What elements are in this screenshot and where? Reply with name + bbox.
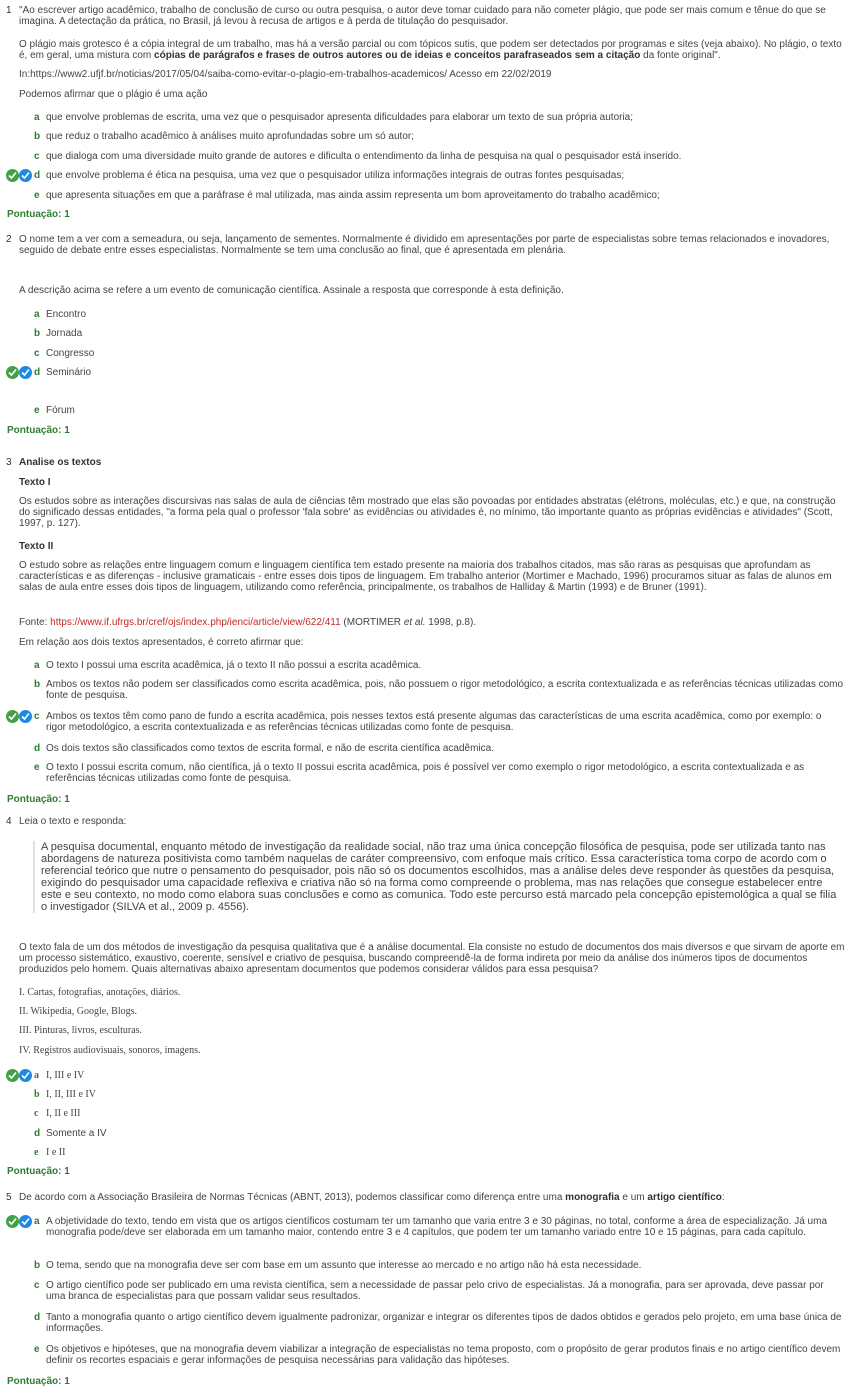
question-prompt: Em relação aos dois textos apresentados, é correto afirmar que:	[19, 637, 304, 648]
question-source: In:https://www2.ufjf.br/noticias/2017/05/04/saiba-como-evitar-o-plagio-em-trabalhos-academicos/ Acesso em 22/02/2019	[19, 69, 552, 80]
question-intro: Leia o texto e responda:	[19, 816, 127, 827]
score-label: Pontuação: 1	[7, 1376, 70, 1387]
selected-check-icon	[19, 1069, 32, 1082]
correct-answer-marks	[6, 710, 36, 724]
score-label: Pontuação: 1	[7, 425, 70, 436]
correct-answer-marks	[6, 169, 36, 183]
score-label: Pontuação: 1	[7, 1166, 70, 1177]
question-title: Analise os textos	[19, 457, 102, 468]
correct-check-icon	[6, 1069, 19, 1082]
correct-check-icon	[6, 1215, 19, 1228]
correct-check-icon	[6, 710, 19, 723]
source-link[interactable]: https://www.if.ufrgs.br/cref/ojs/index.php/ienci/article/view/622/411	[50, 617, 341, 628]
text-2-body: O estudo sobre as relações entre linguagem comum e linguagem científica tem estado presente na maioria dos trabalhos citados, mas são raras as pesquisas que aprofundam as características e as diferenças - inclusive gramaticais - entre esses dois tipos de linguagem. Em trabalho anterior (Mortimer e Machado, 1996) procuramos situar as falas de alunos em salas de aula entre esses dois tipos de linguagem, utilizando como referência, principalmente, os trabalhos de Halliday & Martin (1993) e de Bruner (1991).	[19, 560, 832, 593]
question-number: 3	[6, 457, 12, 468]
selected-check-icon	[19, 169, 32, 182]
correct-check-icon	[6, 366, 19, 379]
quoted-passage: A pesquisa documental, enquanto método de investigação da realidade social, não traz uma única concepção filosófica de pesquisa, pode ser utilizada tanto nas abordagens de natureza positivista como também naquelas de caráter compreensivo, com enfoque mais crítico. Essa característica toma corpo de acordo com o referencial teórico que nutre o pensamento do pesquisador, pois não só os documentos escolhidos, mas a análise deles deve responder às questões da pesquisa, exigindo do pesquisador uma capacidade reflexiva e criativa não só na forma como compreende o problema, mas nas relações que consegue estabelecer entre este e seu contexto, no modo como elabora suas conclusões e como as comunica. Todo este percurso está marcado pela concepção epistemológica a qual se filia o investigador (SILVA et al., 2009 p. 4556).	[33, 841, 841, 913]
text-1-title: Texto I	[19, 477, 51, 488]
question-text: O nome tem a ver com a semeadura, ou seja, lançamento de sementes. Normalmente é dividido em apresentações por parte de especialistas sobre temas relacionados e inovadores, seguido de debate entre esses especialistas. Normalmente se tem uma conclusão ao final, que é apresentada em plenária.	[19, 234, 830, 256]
question-text: De acordo com a Associação Brasileira de Normas Técnicas (ABNT, 2013), podemos classificar como diferença entre uma monografia e um artigo científico:	[19, 1192, 725, 1203]
question-prompt: Podemos afirmar que o plágio é uma ação	[19, 89, 208, 100]
correct-answer-marks	[6, 1215, 36, 1229]
question-number: 5	[6, 1192, 12, 1203]
selected-check-icon	[19, 1215, 32, 1228]
question-text: "Ao escrever artigo acadêmico, trabalho de conclusão de curso ou outra pesquisa, o autor deve tomar cuidado para não cometer plágio, que pode ser mais comum e tênue do que se imagina. A detectação da prática, no Brasil, já levou à recusa de artigos e à perda de titulação do pesquisador.	[19, 5, 826, 27]
question-number: 2	[6, 234, 12, 245]
question-prompt: A descrição acima se refere a um evento de comunicação científica. Assinale a resposta que corresponde à esta definição.	[19, 285, 564, 296]
question-text-paragraph: O plágio mais grotesco é a cópia integral de um trabalho, mas há a versão parcial ou com tópicos sutis, que podem ser detectados por programas e sites (veja abaixo). No plágio, o texto é, em geral, uma mistura com cópias de parágrafos e frases de outros autores ou de ideias e conceitos parafraseados sem a citação da fonte original".	[19, 39, 842, 61]
text-2-title: Texto II	[19, 541, 54, 552]
correct-answer-marks	[6, 366, 36, 380]
selected-check-icon	[19, 366, 32, 379]
question-number: 1	[6, 5, 12, 16]
question-text: O texto fala de um dos métodos de investigação da pesquisa qualitativa que é a análise documental. Ela consiste no estudo de documentos dos mais diversos e que sirvam de aporte em um processo sistemático, exaustivo, coerente, sensível e criativo de pesquisa, buscando compreendê-la de forma indireta por meio da análise dos inúmeros tipos de documentos produzidos pelo homem. Quais alternativas abaixo apresentam documentos que podemos considerar válidos para essa pesquisa?	[19, 942, 845, 975]
correct-check-icon	[6, 169, 19, 182]
statement-ii: II. Wikipedia, Google, Blogs.	[19, 1006, 138, 1017]
selected-check-icon	[19, 710, 32, 723]
question-source: Fonte: https://www.if.ufrgs.br/cref/ojs/index.php/ienci/article/view/622/411 (MORTIMER et al. 1998, p.8).	[19, 617, 477, 628]
text-1-body: Os estudos sobre as interações discursivas nas salas de aula de ciências têm mostrado que elas são povoadas por entidades abstratas (elétrons, moléculas, etc.) e que, na construção do significado dessas entidades, "a forma pela qual o professor 'fala sobre' as evidências ou atividades é, no mínimo, tão importante quanto as próprias evidências e atividades" (Scott, 1997, p. 127).	[19, 496, 836, 529]
correct-answer-marks	[6, 1069, 36, 1083]
quiz-results-page: 1 "Ao escrever artigo acadêmico, trabalho de conclusão de curso ou outra pesquisa, o autor deve tomar cuidado para não cometer plágio, que pode ser mais comum e tênue do que se imagina. A detectação da prática, no Brasil, já levou à recusa de artigos e à perda de titulação do pesquisador. O plágio mais grotesco é a cópia integral de um trabalho, mas há a versão parcial ou com tópicos sutis, que podem ser detectados por programas e sites (veja abaixo). No plágio, o texto é, em geral, uma mistura com cópias de parágrafos e frases de outros autores ou de ideias e conceitos parafraseados sem a citação da fonte original". In:https://www2.ufjf.br/noticias/2017/05/04/saiba-como-evitar-o-plagio-em-trabalhos-academicos/ Acesso em 22/02/2019 Podemos afirmar que o plágio é uma ação a que envolve problemas de escrita, uma vez que o pesquisador apresenta dificuldades para elaborar um texto de sua própria autoria; b que reduz o trabalho acadêmico à análises muito aprofundadas sobre um só autor; c que dialoga com uma diversidade muito grande de autores e dificulta o entendimento da linha de pesquisa na qual o pesquisador está inserido. d que envolve problema é ética na pesquisa, uma vez que o pesquisador utiliza informações integrais de outras fontes pesquisadas; e que apresenta situações em que a paráfrase é mal utilizada, mas ainda assim representa um bom aproveitamento do trabalho acadêmico; Pontuação: 1 2 O nome tem a ver com a semeadura, ou seja, lançamento de sementes. Normalmente é dividido em apresentações por parte de especialistas sobre temas relacionados e inovadores, seguido de debate entre esses especialistas. Normalmente se tem uma conclusão ao final, que é apresentada em plenária. A descrição acima se refere a um evento de comunicação científica. Assinale a resposta que corresponde à esta definição. a Encontro b Jornada c Congresso d Seminário e Fórum Pontuação: 1 3 Analise os textos Texto I Os estudos sobre as interações discursivas nas salas de aula de ciências têm mostrado que elas são povoadas por entidades abstratas (elétrons, moléculas, etc.) e que, na construção do significado dessas entidades, "a forma pela qual o professor 'fala sobre' as evidências ou atividades é, no mínimo, tão importante quanto as próprias evidências e atividades" (Scott, 1997, p. 127). Texto II O estudo sobre as relações entre linguagem comum e linguagem científica tem estado presente na maioria dos trabalhos citados, mas são raras as pesquisas que aprofundam as características e as diferenças - inclusive gramaticais - entre esses dois tipos de linguagem. Em trabalho anterior (Mortimer e Machado, 1996) procuramos situar as falas de alunos em salas de aula entre esses dois tipos de linguagem, utilizando como referência, principalmente, os trabalhos de Halliday & Martin (1993) e de Bruner (1991). Fonte: https://www.if.ufrgs.br/cref/ojs/index.php/ienci/article/view/622/411 (MORTIMER et al. 1998, p.8). Em relação aos dois textos apresentados, é correto afirmar que: a O texto I possui uma escrita acadêmica, já o texto II não possui a escrita acadêmica. b Ambos os textos não podem ser classificados como escrita acadêmica, pois, não possuem o rigor metodológico, a escrita contextualizada e as referências técnicas utilizadas como fonte de pesquisa. c Ambos os textos têm como pano de fundo a escrita acadêmica, pois nesses textos está presente algumas das características de uma escrita acadêmica, como por exemplo: o rigor metodológico, a escrita contextualizada e as referências técnicas utilizadas como fonte de pesquisa. d Os dois textos são classificados como textos de escrita formal, e não de escrita científica acadêmica. e O texto I possui escrita comum, não científica, já o texto II possui escrita acadêmica, pois é possível ver como exemplo o rigor metodológico, a escrita contextualizada e as referências técnicas utilizadas como fonte de pesquisa. Pontuação: 1 4 Leia o texto e responda: A pesquisa documental, enquanto método de investigação da realidade social, não traz uma única concepção filosófica de pesquisa, pode ser utilizada tanto nas abordagens de natureza positivista como também naquelas de caráter compreensivo, com enfoque mais crítico. Essa característica toma corpo de acordo com o referencial teórico que nutre o pensamento do pesquisador, pois não só os documentos escolhidos, mas a análise deles deve responder às questões da pesquisa, exigindo do pesquisador uma capacidade reflexiva e criativa não só na forma como compreende o problema, mas nas relações que consegue estabelecer entre este e seu contexto, no modo como elabora suas conclusões e como as comunica. Todo este percurso está marcado pela concepção epistemológica a qual se filia o investigador (SILVA et al., 2009 p. 4556). O texto fala de um dos métodos de investigação da pesquisa qualitativa que é a análise documental. Ela consiste no estudo de documentos dos mais diversos e que sirvam de aporte em um processo sistemático, exaustivo, coerente, sensível e criativo de pesquisa, buscando compreendê-la de forma indireta por meio da análise dos inúmeros tipos de documentos produzidos pelo homem. Quais alternativas abaixo apresentam documentos que podemos considerar válidos para essa pesquisa? I. Cartas, fotografias, anotações, diários. II. Wikipedia, Google, Blogs. III. Pinturas, livros, esculturas. IV. Registros audiovisuais, sonoros, imagens. a I, III e IV b I, II, III e IV c I, II e III d Somente a IV e I e II Pontuação: 1 5 De acordo com a Associação Brasileira de Normas Técnicas (ABNT, 2013), podemos classificar como diferença entre uma monografia e um artigo científico: a A objetividade do texto, tendo em vista que os artigos científicos costumam ter um tamanho que varia entre 3 e 30 páginas, no total, conforme a área de especialização. Já uma monografia pode/deve ser elaborada em um tamanho maior, contendo entre 3 e 4 capítulos, que podem ter um tamanho variado entre 10 e 15 páginas, para cada capítulo. b O tema, sendo que na monografia deve ser com base em um assunto que interesse ao mercado e no artigo não há esta necessidade. c O artigo científico pode ser publicado em uma revista científica, sem a necessidade de passar pelo crivo de especialistas. Já a monografia, para ser aprovada, deve passar por uma branca de especialistas para que possam validar seus resultados. d Tanto a monografia quanto o artigo científico devem igualmente padronizar, organizar e integrar os diferentes tipos de dados obtidos e gerados pelo projeto, em uma base única de informações. e Os objetivos e hipóteses, que na monografia devem viabilizar a integração de especialistas no tema proposto, com o propósito de gerar produtos finais e no artigo científico devem definir os recortes espaciais e gerar informações de pesquisa necessárias para validação das hipóteses. Pontuação: 1	[6, 5, 845, 1387]
score-label: Pontuação: 1	[7, 794, 70, 805]
statement-iii: III. Pinturas, livros, esculturas.	[19, 1025, 143, 1036]
statement-i: I. Cartas, fotografias, anotações, diários.	[19, 987, 181, 998]
question-number: 4	[6, 816, 12, 827]
score-label: Pontuação: 1	[7, 209, 70, 220]
statement-iv: IV. Registros audiovisuais, sonoros, imagens.	[19, 1045, 201, 1056]
